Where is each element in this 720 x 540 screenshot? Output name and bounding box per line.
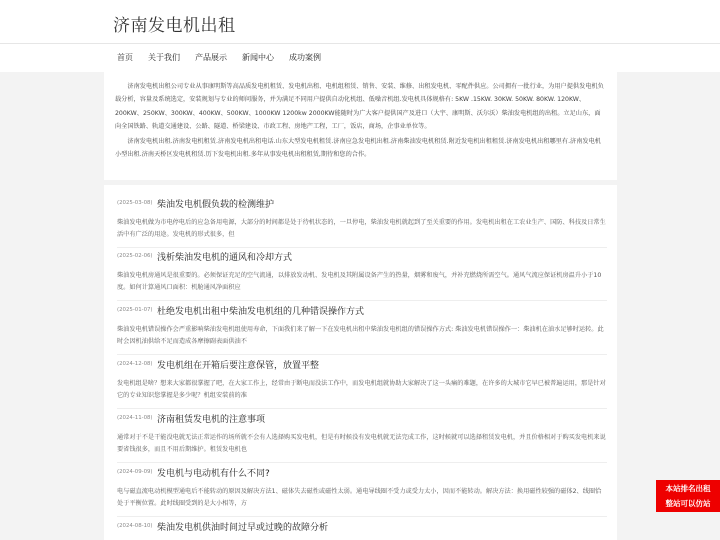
news-summary: 发电机组是啥？想来大家都很掌握了吧，在大家工作上，经常由于断电而没法工作中，而发电机组就协助大家解决了这一头痛的难题，在许多的大城市它早已被普遍运用，那是针对它的专业知识您掌握是多少呢？机组安装前的准 — [117, 380, 606, 399]
news-item — [117, 518, 607, 536]
nav-item-about[interactable]: 关于我们 — [148, 53, 180, 62]
news-summary: 柴油发电机房通风是很重要的。必须保证充足的空气流通，以排放发动机、发电机及其附属设备产生的热量，烟雾和废气，并补充燃烧所需空气。通风气流应保证机房温升小于10度。如何计算通风口面积：机舱通风净面积应 — [117, 272, 602, 291]
news-date: (2024-08-10) — [117, 523, 153, 529]
nav-item-products[interactable]: 产品展示 — [195, 53, 227, 62]
intro-panel — [104, 72, 617, 180]
news-summary: 电与磁直流电动机模型通电后不能转动的原因及解决方法1、磁体失去磁性或磁性太弱。通电导线圈不受力或受力太小，因而不能转动。解决方法：换用磁性较强的磁体2、线圈恰处于平衡位置。此时线圈受到的是大小相等，方 — [117, 488, 602, 507]
news-list — [104, 185, 617, 540]
divider — [117, 354, 607, 355]
news-title-link[interactable]: 柴油发电机供油时间过早或过晚的故障分析 — [157, 523, 329, 533]
news-summary: 柴油发电机错误操作会严重影响柴油发电机组使用寿命，下面我们来了解一下在发电机出租中柴油发电机组的错误操作方式: 柴油发电机错误操作一：柴油机在油水足够时运转。此时会因机油供给不足而造成各摩擦副表面供油不 — [117, 326, 604, 345]
divider — [117, 408, 607, 409]
news-summary: 通常对于不是干能没电就无法正常运作的场所就不会有人选择购买发电机，但是有时候没有发电机就无法完成工作，这时候就可以选择租赁发电机，并且价格相对于购买发电机来说要省钱很多，而且不用后期维护。租赁发电机也 — [117, 434, 606, 453]
news-item — [117, 248, 607, 301]
news-date: (2024-12-08) — [117, 361, 153, 367]
news-item — [117, 464, 607, 517]
news-title-link[interactable]: 杜绝发电机出租中柴油发电机组的几种错误操作方式 — [157, 307, 365, 317]
site-header — [0, 0, 720, 44]
news-date: (2025-03-08) — [117, 200, 153, 206]
intro-keywords: 济南发电机出租.济南发电机租赁.济南发电机出租电话.山东大型发电机租赁.济南应急发电机出租.济南柴油发电机租赁.附近发电机出租租赁.济南发电机出租哪里有.济南发电机小型出租.济南天桥区发电机租赁.历下发电机出租.多年从事发电机出租租赁,期待和您的合作。 — [115, 137, 601, 159]
news-date: (2024-11-08) — [117, 415, 153, 421]
intro-paragraph: 济南发电机出租公司专业从事康明斯等高品质发电机租赁、发电机出租、电机组租赁、销售、安装、维修、出租发电机、零配件供应。公司拥有一批行业，为用户提供发电机负载分析，容量及系统选定，安装规划与专业的师问服务，并为满足不同用户提供自动化机组、低噪音机组.发电机具体规格有: 5KW .15KW. 30KW. 50KW. 80KW. 120KW、200KW、250KW、300KW、400KW、500KW、1000KW 1200kw 2000KW能随时为广大客户提供国产及进口（大宇、康明斯、沃尔沃）柴油发电机组的出租。立足山东，面向全国铁路、轨道交通建设、公路、隧道、桥梁建设、市政工程、房地产工程，工厂，饭店，商场，企事业单位等。 — [115, 83, 604, 131]
nav-item-news[interactable]: 新闻中心 — [242, 53, 274, 62]
news-title-link[interactable]: 柴油发电机假负载的检测维护 — [157, 200, 275, 210]
divider — [117, 300, 607, 301]
news-summary: 柴油发电机做为市电停电后的应急备用电源，大部分的时间都是处于待机状态的，一旦停电，柴油发电机就起到了至关重要的作用。发电机出租在工农业生产、国防、科技及日常生活中有广泛的用途。发电机的形式很多，但 — [117, 219, 606, 238]
banner-line-2: 整站可以仿站 — [665, 499, 711, 508]
news-item — [117, 195, 607, 248]
site-title[interactable]: 济南发电机出租 — [113, 16, 236, 36]
news-title-link[interactable]: 济南租赁发电机的注意事项 — [157, 415, 266, 425]
news-title-link[interactable]: 发电机与电动机有什么不同? — [157, 469, 270, 479]
news-date: (2025-01-07) — [117, 307, 153, 313]
news-date: (2024-09-09) — [117, 469, 153, 475]
divider — [117, 516, 607, 517]
nav-item-cases[interactable]: 成功案例 — [289, 53, 321, 62]
news-item — [117, 302, 607, 355]
news-date: (2025-02-06) — [117, 253, 153, 259]
site-sale-banner[interactable] — [656, 480, 720, 512]
news-item — [117, 410, 607, 463]
divider — [117, 462, 607, 463]
news-title-link[interactable]: 浅析柴油发电机的通风和冷却方式 — [157, 253, 293, 263]
main-nav — [0, 44, 720, 72]
banner-line-1: 本站排名出租 — [665, 484, 711, 493]
news-title-link[interactable]: 发电机组在开箱后要注意保管，放置平整 — [157, 361, 320, 371]
nav-item-home[interactable]: 首页 — [117, 53, 133, 62]
news-item — [117, 356, 607, 409]
